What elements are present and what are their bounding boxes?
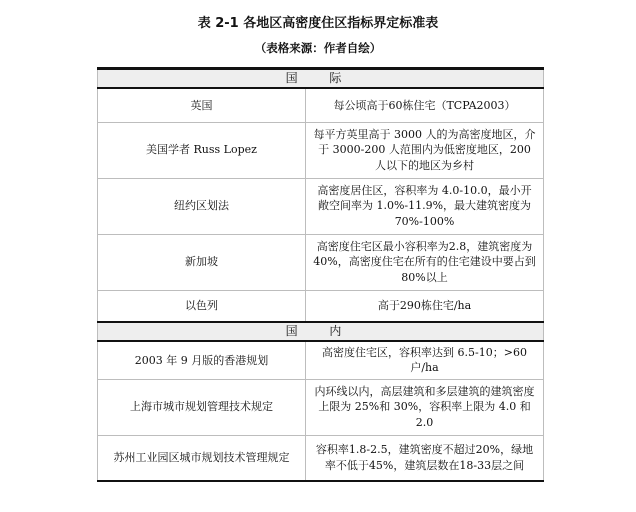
section-header-international: [98, 69, 544, 89]
region-cell: 新加坡: [98, 234, 306, 290]
table-row: [98, 178, 544, 234]
table-row: [98, 435, 544, 481]
section-header-domestic: [98, 322, 544, 341]
table-row: [98, 122, 544, 178]
criteria-cell: 高密度住宅区，容积率达到 6.5-10；>60户/ha: [306, 341, 544, 379]
region-cell: 2003 年 9 月版的香港规划: [98, 341, 306, 379]
density-standards-table: [97, 67, 544, 482]
criteria-cell: 内环线以内，高层建筑和多层建筑的建筑密度上限为 25%和 30%，容积率上限为 4.0 和 2.0: [306, 379, 544, 435]
table-row: [98, 88, 544, 122]
region-cell: 上海市城市规划管理技术规定: [98, 379, 306, 435]
criteria-cell: 高密度居住区，容积率为 4.0-10.0，最小开敞空间率为 1.0%-11.9%，最大建筑密度为 70%-100%: [306, 178, 544, 234]
section-label: 国 际: [98, 69, 544, 89]
table-row: [98, 379, 544, 435]
region-cell: 以色列: [98, 290, 306, 322]
region-cell: 美国学者 Russ Lopez: [98, 122, 306, 178]
table-row: [98, 290, 544, 322]
table-row: [98, 341, 544, 379]
criteria-cell: 每公顷高于60栋住宅（TCPA2003）: [306, 88, 544, 122]
table-caption: 表 2-1 各地区高密度住区指标界定标准表: [197, 16, 439, 31]
region-cell: 苏州工业园区城市规划技术管理规定: [98, 435, 306, 481]
criteria-cell: 高于290栋住宅/ha: [306, 290, 544, 322]
criteria-cell: 高密度住宅区最小容积率为2.8，建筑密度为 40%，高密度住宅在所有的住宅建设中要占到 80%以上: [306, 234, 544, 290]
section-label: 国 内: [98, 322, 544, 341]
region-cell: 纽约区划法: [98, 178, 306, 234]
criteria-cell: 容积率1.8-2.5，建筑密度不超过20%，绿地率不低于45%，建筑层数在18-33层之间: [306, 435, 544, 481]
table-row: [98, 234, 544, 290]
table-source-note: （表格来源：作者自绘）: [254, 41, 382, 55]
region-cell: 英国: [98, 88, 306, 122]
criteria-cell: 每平方英里高于 3000 人的为高密度地区，介于 3000-200 人范围内为低密度地区，200 人以下的地区为乡村: [306, 122, 544, 178]
